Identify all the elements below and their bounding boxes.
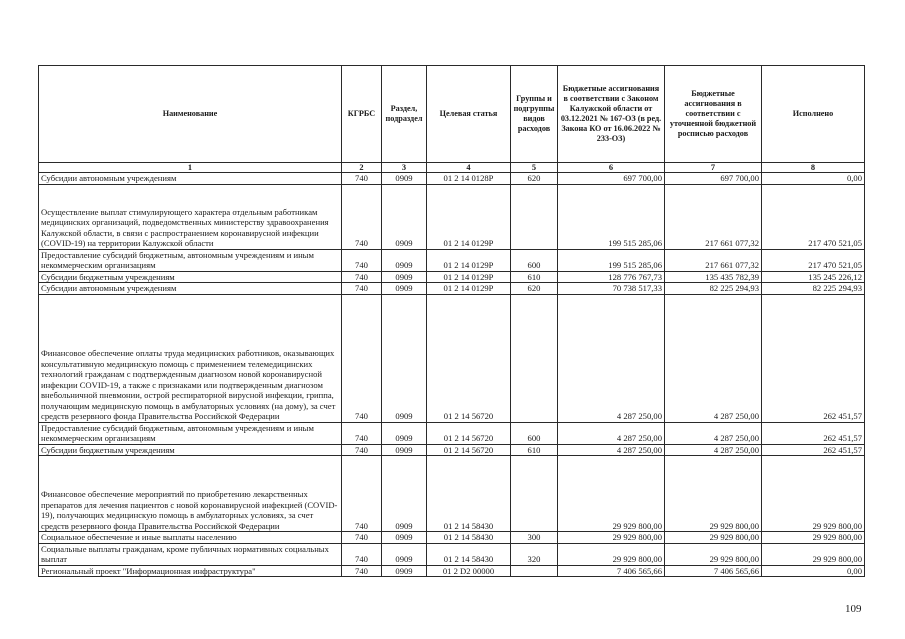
cell-target: 01 2 14 0129P: [427, 271, 511, 283]
cell-law: 70 738 517,33: [558, 283, 665, 295]
cell-refined: 82 225 294,93: [665, 283, 762, 295]
cell-section: 0909: [382, 444, 427, 456]
cell-refined: 29 929 800,00: [665, 543, 762, 565]
cell-kgrbs: 740: [342, 294, 382, 422]
cell-section: 0909: [382, 532, 427, 544]
cell-name: Предоставление субсидий бюджетным, автономным учреждениям и иным некоммерческим организациям: [39, 249, 342, 271]
table-row: [39, 456, 865, 532]
cell-target: 01 2 D2 00000: [427, 565, 511, 577]
cell-done: 217 470 521,05: [762, 249, 865, 271]
cell-done: 0,00: [762, 565, 865, 577]
cell-section: 0909: [382, 173, 427, 185]
header-name: Наименование: [39, 66, 342, 163]
cell-section: 0909: [382, 294, 427, 422]
cell-kgrbs: 740: [342, 249, 382, 271]
cell-group: 300: [511, 532, 558, 544]
cell-done: 262 451,57: [762, 422, 865, 444]
header-target: Целевая статья: [427, 66, 511, 163]
cell-name: Финансовое обеспечение мероприятий по приобретению лекарственных препаратов для лечения пациентов с новой коронавирусной инфекцией (COVID-19), получающих медицинскую помощь в амбулаторных условиях, за счет средств резервного фонда Правительства Российской Федерации: [39, 456, 342, 532]
column-number: 6: [558, 163, 665, 173]
cell-group: 620: [511, 283, 558, 295]
table-row: [39, 294, 865, 422]
table-row: [39, 444, 865, 456]
cell-target: 01 2 14 56720: [427, 422, 511, 444]
cell-kgrbs: 740: [342, 565, 382, 577]
cell-law: 29 929 800,00: [558, 532, 665, 544]
cell-name: Субсидии автономным учреждениям: [39, 173, 342, 185]
cell-group: [511, 294, 558, 422]
table-row: [39, 249, 865, 271]
cell-name: Социальное обеспечение и иные выплаты населению: [39, 532, 342, 544]
cell-section: 0909: [382, 271, 427, 283]
column-number: 2: [342, 163, 382, 173]
header-group: Группы и подгруппы видов расходов: [511, 66, 558, 163]
cell-law: 128 776 767,73: [558, 271, 665, 283]
cell-section: 0909: [382, 249, 427, 271]
cell-target: 01 2 14 0129P: [427, 283, 511, 295]
cell-group: 610: [511, 271, 558, 283]
table-row: [39, 283, 865, 295]
cell-target: 01 2 14 58430: [427, 456, 511, 532]
column-number: 3: [382, 163, 427, 173]
cell-target: 01 2 14 56720: [427, 294, 511, 422]
cell-done: 0,00: [762, 173, 865, 185]
cell-kgrbs: 740: [342, 184, 382, 249]
header-executed: Исполнено: [762, 66, 865, 163]
column-number: 1: [39, 163, 342, 173]
table-body: [39, 173, 865, 577]
cell-law: 29 929 800,00: [558, 543, 665, 565]
budget-table: [38, 65, 865, 577]
cell-kgrbs: 740: [342, 173, 382, 185]
cell-kgrbs: 740: [342, 283, 382, 295]
cell-target: 01 2 14 0129P: [427, 249, 511, 271]
cell-section: 0909: [382, 565, 427, 577]
header-refined-allocation: Бюджетные ассигнования в соответствии с уточненной бюджетной росписью расходов: [665, 66, 762, 163]
column-number: 5: [511, 163, 558, 173]
cell-kgrbs: 740: [342, 444, 382, 456]
table-row: [39, 271, 865, 283]
cell-done: 217 470 521,05: [762, 184, 865, 249]
cell-name: Субсидии автономным учреждениям: [39, 283, 342, 295]
cell-group: 600: [511, 249, 558, 271]
cell-kgrbs: 740: [342, 456, 382, 532]
cell-section: 0909: [382, 283, 427, 295]
cell-refined: 217 661 077,32: [665, 184, 762, 249]
cell-law: 4 287 250,00: [558, 294, 665, 422]
cell-group: 620: [511, 173, 558, 185]
cell-done: 29 929 800,00: [762, 456, 865, 532]
column-number: 8: [762, 163, 865, 173]
cell-done: 262 451,57: [762, 444, 865, 456]
column-number: 7: [665, 163, 762, 173]
cell-done: 135 245 226,12: [762, 271, 865, 283]
cell-name: Финансовое обеспечение оплаты труда медицинских работников, оказывающих консультативную медицинскую помощь с применением телемедицинских технологий гражданам с подтвержденным диагнозом новой коронавирусной инфекции COVID-19, а также с признаками или подтвержденным диагнозом внебольничной пневмонии, острой респираторной вирусной инфекции, гриппа, получающим медицинскую помощь в амбулаторных условиях (на дому), за счет средств резервного фонда Правительства Российской Федерации: [39, 294, 342, 422]
cell-target: 01 2 14 58430: [427, 532, 511, 544]
cell-done: 29 929 800,00: [762, 532, 865, 544]
table-row: [39, 543, 865, 565]
cell-section: 0909: [382, 543, 427, 565]
table-row: [39, 565, 865, 577]
table-row: [39, 173, 865, 185]
cell-kgrbs: 740: [342, 532, 382, 544]
cell-refined: 697 700,00: [665, 173, 762, 185]
cell-name: Региональный проект "Информационная инфраструктура": [39, 565, 342, 577]
cell-group: [511, 184, 558, 249]
cell-law: 199 515 285,06: [558, 249, 665, 271]
cell-section: 0909: [382, 456, 427, 532]
cell-done: 29 929 800,00: [762, 543, 865, 565]
cell-done: 262 451,57: [762, 294, 865, 422]
cell-target: 01 2 14 0128P: [427, 173, 511, 185]
cell-kgrbs: 740: [342, 543, 382, 565]
table-row: [39, 422, 865, 444]
cell-refined: 4 287 250,00: [665, 294, 762, 422]
cell-law: 4 287 250,00: [558, 444, 665, 456]
header-law-allocation: Бюджетные ассигнования в соответствии с Законом Калужской области от 03.12.2021 № 167-ОЗ (в ред. Закона КО от 16.06.2022 № 233-ОЗ): [558, 66, 665, 163]
header-section: Раздел, подраздел: [382, 66, 427, 163]
cell-target: 01 2 14 56720: [427, 444, 511, 456]
cell-target: 01 2 14 0129P: [427, 184, 511, 249]
cell-group: 600: [511, 422, 558, 444]
header-row: [39, 66, 865, 163]
header-kgrbs: КГРБС: [342, 66, 382, 163]
cell-name: Субсидии бюджетным учреждениям: [39, 271, 342, 283]
table-row: [39, 532, 865, 544]
cell-group: 320: [511, 543, 558, 565]
cell-name: Социальные выплаты гражданам, кроме публичных нормативных социальных выплат: [39, 543, 342, 565]
cell-refined: 4 287 250,00: [665, 444, 762, 456]
cell-law: 199 515 285,06: [558, 184, 665, 249]
page-number: 109: [845, 603, 862, 615]
cell-law: 697 700,00: [558, 173, 665, 185]
cell-refined: 29 929 800,00: [665, 456, 762, 532]
cell-section: 0909: [382, 184, 427, 249]
cell-section: 0909: [382, 422, 427, 444]
cell-name: Осуществление выплат стимулирующего характера отдельным работникам медицинских организаций, подведомственных министерству здравоохранения Калужской области, в связи с распространением коронавирусной инфекции (COVID-19) на территории Калужской области: [39, 184, 342, 249]
cell-refined: 217 661 077,32: [665, 249, 762, 271]
column-number: 4: [427, 163, 511, 173]
cell-refined: 29 929 800,00: [665, 532, 762, 544]
budget-table-container: [38, 65, 864, 577]
cell-refined: 7 406 565,66: [665, 565, 762, 577]
cell-done: 82 225 294,93: [762, 283, 865, 295]
cell-kgrbs: 740: [342, 271, 382, 283]
cell-name: Субсидии бюджетным учреждениям: [39, 444, 342, 456]
cell-target: 01 2 14 58430: [427, 543, 511, 565]
cell-law: 4 287 250,00: [558, 422, 665, 444]
column-number-row: [39, 163, 865, 173]
cell-group: [511, 565, 558, 577]
cell-group: 610: [511, 444, 558, 456]
cell-group: [511, 456, 558, 532]
cell-refined: 4 287 250,00: [665, 422, 762, 444]
cell-name: Предоставление субсидий бюджетным, автономным учреждениям и иным некоммерческим организациям: [39, 422, 342, 444]
cell-kgrbs: 740: [342, 422, 382, 444]
cell-law: 29 929 800,00: [558, 456, 665, 532]
cell-refined: 135 435 782,39: [665, 271, 762, 283]
table-row: [39, 184, 865, 249]
cell-law: 7 406 565,66: [558, 565, 665, 577]
